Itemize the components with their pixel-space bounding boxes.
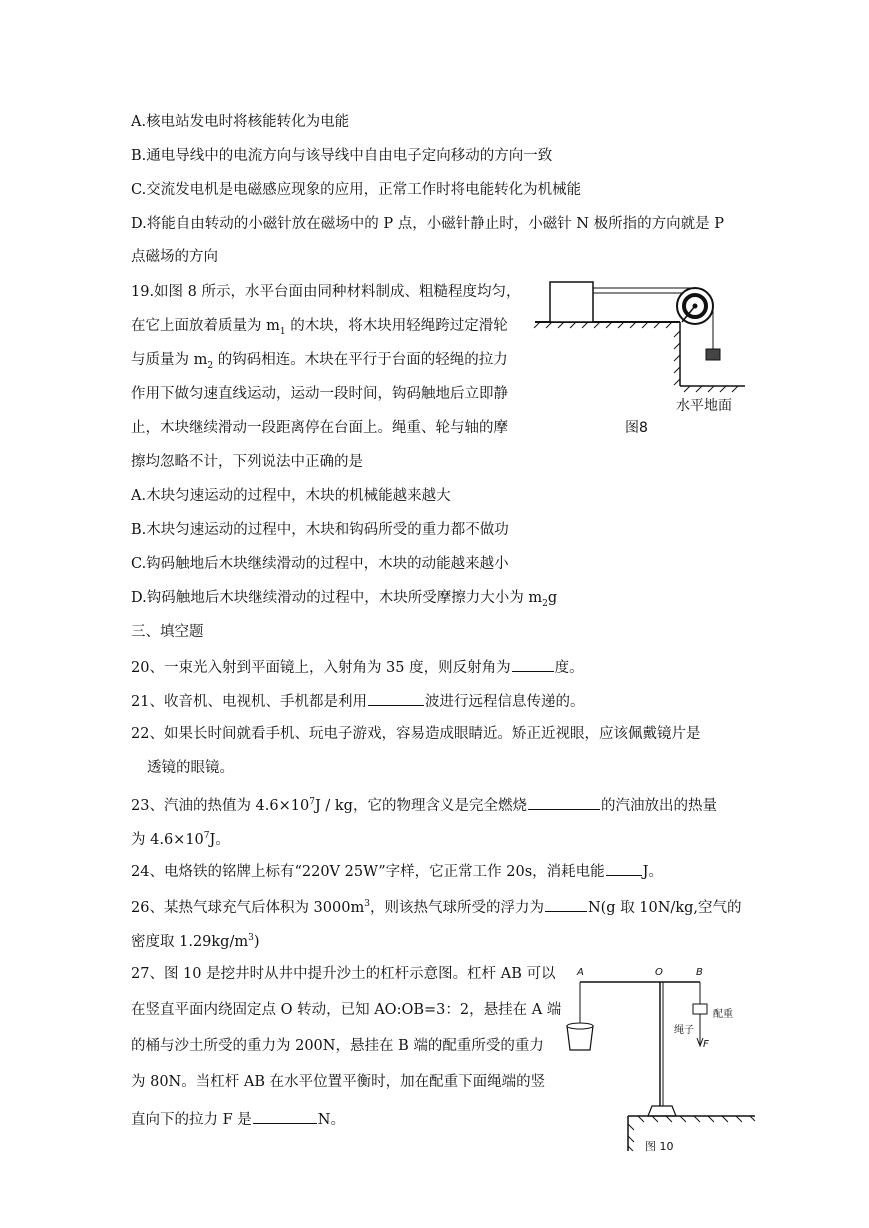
- q19-stem-line2: [131, 316, 508, 342]
- q24-text: 24、电烙铁的铭牌上标有“220V 25W”字样，它正常工作 20s，消耗电能: [131, 864, 605, 880]
- q27-line1: 27、图 10 是挖井时从井中提升沙土的杠杆示意图。杠杆 AB 可以: [131, 966, 556, 982]
- answer-blank[interactable]: [528, 794, 600, 810]
- q23-text: J / kg，它的物理含义是完全燃烧: [314, 797, 527, 814]
- q23-text: 23、汽油的热值为 4.6×10: [131, 797, 310, 814]
- q27-line2: 在竖直平面内绕固定点 O 转动，已知 AO:OB=3：2，悬挂在 A 端: [131, 1002, 562, 1018]
- superscript: 3: [248, 933, 254, 943]
- figure-10-label-weight: 配重: [713, 1009, 733, 1020]
- q23-text: J。: [209, 831, 230, 848]
- figure-10-label-o: O: [655, 967, 663, 978]
- q18-option-d-line1: D.将能自由转动的小磁针放在磁场中的 P 点，小磁针静止时，小磁针 N 极所指的方向就是 P: [131, 216, 724, 232]
- subscript-1: 1: [279, 326, 286, 337]
- q27-line3: 的桶与沙土所受的重力为 200N，悬挂在 B 端的配重所受的重力: [131, 1038, 544, 1054]
- q26-line1: [131, 894, 742, 918]
- answer-blank[interactable]: [368, 690, 424, 706]
- q19-stem-line6: 擦均忽略不计，下列说法中正确的是: [131, 454, 363, 470]
- superscript: 3: [364, 899, 370, 909]
- q23-line2: [131, 826, 230, 850]
- subscript-2: 2: [207, 360, 214, 371]
- superscript: 7: [203, 831, 210, 841]
- q19-option-d-text: g: [547, 590, 558, 606]
- answer-blank[interactable]: [606, 860, 642, 876]
- q18-option-b: B.通电导线中的电流方向与该导线中自由电子定向移动的方向一致: [131, 148, 553, 164]
- q19-stem-line4: 作用下做匀速直线运动，运动一段时间，钩码触地后立即静: [131, 386, 508, 402]
- q21-line: [131, 690, 584, 712]
- section-heading: 三、填空题: [131, 624, 204, 640]
- q24-text: J。: [642, 864, 663, 880]
- q27-line5: [131, 1108, 345, 1130]
- q26-text: 26、某热气球充气后体积为 3000m: [131, 899, 365, 916]
- q19-stem-text: 与质量为 m: [131, 352, 208, 368]
- figure-8-caption: 图8: [625, 420, 648, 436]
- superscript: 7: [309, 797, 315, 807]
- q20-text: 度。: [554, 660, 584, 676]
- figure-10-label-f: F: [703, 1039, 709, 1050]
- q23-text: 的汽油放出的热量: [600, 797, 717, 814]
- q27-text: N。: [317, 1112, 345, 1128]
- figure-10-label-a: A: [577, 967, 584, 978]
- subscript-2: 2: [542, 598, 548, 609]
- q18-option-c: C.交流发电机是电磁感应现象的应用，正常工作时将电能转化为机械能: [131, 182, 582, 198]
- q21-text: 21、收音机、电视机、手机都是利用: [131, 694, 367, 710]
- answer-blank[interactable]: [253, 1108, 317, 1124]
- q26-text: N(g 取 10N/kg,空气的: [587, 899, 742, 916]
- answer-blank[interactable]: [545, 896, 587, 912]
- q20-line: [131, 656, 584, 678]
- q18-option-d-line2: 点磁场的方向: [131, 249, 218, 265]
- q27-text: 直向下的拉力 F 是: [131, 1112, 252, 1128]
- q19-option-d-text: D.钩码触地后木块继续滑动的过程中，木块所受摩擦力大小为 m: [131, 590, 543, 606]
- q19-option-a: A.木块匀速运动的过程中，木块的机械能越来越大: [131, 488, 451, 504]
- q22-line1: 22、如果长时间就看手机、玩电子游戏，容易造成眼睛近。矫正近视眼，应该佩戴镜片是: [131, 726, 701, 742]
- q19-stem-line3: [131, 350, 508, 376]
- q19-stem-line1: 19.如图 8 所示，水平台面由同种材料制成、粗糙程度均匀，: [131, 284, 521, 300]
- q26-line2: [131, 928, 260, 952]
- q21-text: 波进行远程信息传递的。: [424, 694, 585, 710]
- q19-option-c: C.钩码触地后木块继续滑动的过程中，木块的动能越来越小: [131, 556, 509, 572]
- q18-option-a: A.核电站发电时将核能转化为电能: [131, 114, 350, 130]
- figure-10-caption: 图 10: [645, 1140, 674, 1153]
- q27-line4: 为 80N。当杠杆 AB 在水平位置平衡时，加在配重下面绳端的竖: [131, 1074, 546, 1090]
- q19-stem-text: 的钩码相连。木块在平行于台面的轻绳的拉力: [213, 352, 508, 368]
- q19-option-d: [131, 588, 557, 614]
- q26-text: 密度取 1.29kg/m: [131, 933, 249, 950]
- q19-stem-text: 在它上面放着质量为 m: [131, 318, 280, 334]
- q19-stem-text: 的木块，将木块用轻绳跨过定滑轮: [285, 318, 508, 334]
- q19-stem-line5: 止，木块继续滑动一段距离停在台面上。绳重、轮与轴的摩: [131, 420, 508, 436]
- figure-10-label-b: B: [696, 967, 703, 978]
- figure-10-label-rope: 绳子: [674, 1025, 694, 1036]
- q22-line2: 透镜的眼镜。: [147, 760, 234, 776]
- q20-text: 20、一束光入射到平面镜上，入射角为 35 度，则反射角为: [131, 660, 511, 676]
- q26-text: ，则该热气球所受的浮力为: [369, 899, 544, 916]
- q26-text: ): [253, 933, 260, 950]
- q23-line1: [131, 792, 717, 816]
- figure-10-lever-diagram: [560, 966, 760, 1151]
- q19-option-b: B.木块匀速运动的过程中，木块和钩码所受的重力都不做功: [131, 522, 509, 538]
- figure-8-ground-label: 水平地面: [676, 398, 732, 414]
- q23-text: 为 4.6×10: [131, 831, 204, 848]
- answer-blank[interactable]: [512, 656, 554, 672]
- q24-line: [131, 860, 663, 882]
